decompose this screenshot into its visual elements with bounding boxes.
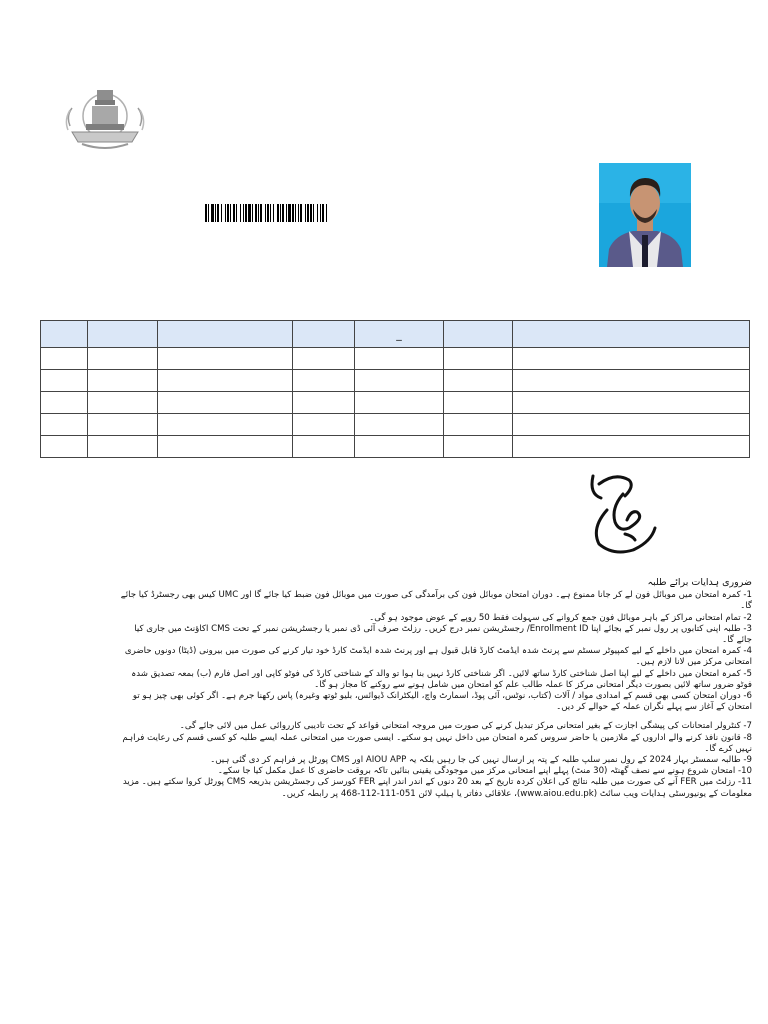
table-cell	[444, 414, 513, 436]
table-cell	[293, 414, 355, 436]
table-cell	[355, 348, 444, 370]
barcode-bar	[240, 204, 241, 222]
barcode-bar	[233, 204, 235, 222]
barcode-bar	[236, 204, 237, 222]
barcode-bar	[280, 204, 281, 222]
table-cell	[41, 414, 88, 436]
barcode-bar	[252, 204, 253, 222]
instructions-heading: ضروری ہدایات برائے طلبہ	[647, 577, 752, 588]
barcode-bar	[320, 204, 321, 222]
barcode-bar	[326, 204, 327, 222]
barcode-bar	[310, 204, 312, 222]
barcode-bar	[217, 204, 219, 222]
table-cell	[88, 414, 158, 436]
table-cell	[513, 436, 750, 458]
roll-slip-table	[40, 320, 750, 458]
signature	[585, 470, 661, 556]
barcode-bar	[265, 204, 266, 222]
barcode-bar	[305, 204, 306, 222]
barcode-bar	[245, 204, 247, 222]
table-cell	[513, 370, 750, 392]
table-header-cell	[88, 321, 158, 348]
table-cell	[355, 392, 444, 414]
table-header-cell	[41, 321, 88, 348]
table-row	[41, 348, 750, 370]
table-cell	[513, 414, 750, 436]
table-cell	[158, 414, 293, 436]
barcode-bar	[288, 204, 291, 222]
barcode-bar	[317, 204, 318, 222]
table-cell	[88, 348, 158, 370]
table-cell	[444, 370, 513, 392]
barcode-bar	[260, 204, 262, 222]
barcode-bar	[221, 204, 222, 222]
barcode-bar	[258, 204, 259, 222]
barcode-bar	[230, 204, 231, 222]
table-cell	[158, 392, 293, 414]
barcode-bar	[273, 204, 274, 222]
table-cell	[158, 348, 293, 370]
barcode-bar	[243, 204, 244, 222]
barcode-bar	[270, 204, 271, 222]
table-row	[41, 414, 750, 436]
barcode-bar	[208, 204, 209, 222]
table-cell	[293, 436, 355, 458]
instruction-item: 1- کمرہ امتحان میں موبائل فون لے کر جانا ممنوع ہے۔ دوران امتحان موبائل فون کی برآمدگی کی صورت میں موبائل فون ضبط کیا جائے گا اور UMC کیس بھی رجسٹرڈ کیا جائے گا۔	[120, 590, 752, 612]
barcode-bar	[300, 204, 302, 222]
table-cell	[293, 370, 355, 392]
table-cell	[444, 348, 513, 370]
table-cell	[355, 436, 444, 458]
table-header-cell	[293, 321, 355, 348]
table-cell	[88, 436, 158, 458]
instruction-item: 11- رزلٹ میں FER آنے کی صورت میں طلبہ نتائج کی اعلان کردہ تاریخ کے بعد 20 دنوں کے اندر اندر اپنے FER کورسز کی رجسٹریشن بذریعہ CMS پورٹل کروا سکتے ہیں۔ مزید معلومات کے یونیورسٹی ہدایات ویب سائٹ (www.aiou.edu.pk)، علاقائی دفاتر یا ہیلپ لائن 051-111-112-468 پر رابطہ کریں۔	[122, 777, 752, 799]
table-cell	[41, 392, 88, 414]
barcode-bar	[267, 204, 269, 222]
university-logo	[62, 86, 148, 152]
table-row	[41, 370, 750, 392]
instruction-item: 7- کنٹرولر امتحانات کی پیشگی اجازت کے بغیر امتحانی مرکز تبدیل کرنے کی صورت میں مروجہ امتحانی قواعد کے تحت تادیبی کارروائی عمل میں لائی جائے گی۔	[179, 721, 752, 732]
table-cell	[355, 370, 444, 392]
instruction-item: 3- طلبہ اپنی کتابوں پر رول نمبر کے بجائے اپنا Enrollment ID/ رجسٹریشن نمبر درج کریں۔ رزلٹ صرف آئی ڈی نمبر یا رجسٹریشن نمبر کے تحت CMS اکاؤنٹ میں جاری کیا جائے گا۔	[134, 623, 752, 646]
barcode-bar	[225, 204, 226, 222]
table-row	[41, 436, 750, 458]
barcode-bar	[313, 204, 314, 222]
instruction-item: 10- امتحان شروع ہونے سے نصف گھنٹہ (30 منٹ) پہلے اپنے امتحانی مرکز میں موجودگی یقینی بنائیں تاکہ بروقت حاضری کا عمل مکمل کیا جا سکے۔	[217, 766, 752, 777]
instruction-item: 6- دوران امتحان کسی بھی قسم کے امدادی مواد / آلات (کتاب، نوٹس، آئی پوڈ، اسمارٹ واچ، الیکٹرانک ڈیوائس، بلیو ٹوتھ وغیرہ) پاس رکھنا جرم ہے۔ اگر کوئی بھی چیز ہو تو امتحان کے آغاز سے پہلے نگران عملہ کے حوالے کر دیں۔	[132, 691, 752, 713]
barcode-bar	[215, 204, 216, 222]
table-cell	[88, 392, 158, 414]
table-cell	[41, 436, 88, 458]
barcode-bar	[295, 204, 296, 222]
table-header-cell	[513, 321, 750, 348]
table-cell	[293, 392, 355, 414]
table-header-row	[41, 321, 750, 348]
barcode-bar	[255, 204, 257, 222]
barcode-bar	[227, 204, 229, 222]
instruction-item: 5- کمرہ امتحان میں داخلے کے لیے اپنا اصل شناختی کارڈ ساتھ لائیں۔ اگر شناختی کارڈ نہیں بنا ہوا تو والد کے شناختی کارڈ کی فوٹو کاپی اور اصل فارم (ب) بمعہ تصدیق شدہ فوٹو ضرور ساتھ لائیں بصورت دیگر امتحانی مرکز کا عملہ طالب علم کو امتحان میں شامل ہونے سے روکنے کا مجاز ہو گا۔	[131, 668, 752, 690]
instruction-item: 4- کمرہ امتحان میں داخلے کے لیے کمپیوٹر سسٹم سے پرنٹ شدہ ایڈمٹ کارڈ قابل قبول ہے اور پرنٹ شدہ ایڈمٹ کارڈ خود تیار کرنے کی صورت میں بیرونی (ڈیٹا) دونوں حاضری امتحانی مرکز میں لانا لازم ہیں۔	[124, 646, 752, 668]
barcode-bar	[292, 204, 294, 222]
instruction-item: 9- طالبہ سمسٹر بہار 2024 کے رول نمبر سلپ طلبہ کے پتہ پر ارسال نہیں کی جا رہیں بلکہ یہ AIOU APP اور CMS پورٹل پر فراہم کر دی گئی ہیں۔	[210, 755, 752, 766]
table-cell	[158, 436, 293, 458]
table-header-cell	[444, 321, 513, 348]
barcode-bar	[322, 204, 324, 222]
table-cell	[444, 392, 513, 414]
barcode-bar	[286, 204, 287, 222]
barcode	[205, 204, 385, 222]
table-cell	[158, 370, 293, 392]
table-cell	[41, 348, 88, 370]
table-cell	[444, 436, 513, 458]
table-row	[41, 392, 750, 414]
table-cell	[513, 392, 750, 414]
table-cell	[513, 348, 750, 370]
barcode-bar	[282, 204, 284, 222]
instruction-item: 2- تمام امتحانی مراکز کے باہر موبائل فون جمع کروانے کی سہولت فقط 50 روپے کے عوض موجود ہو گی۔	[369, 612, 752, 623]
barcode-bar	[205, 204, 207, 222]
table-cell	[41, 370, 88, 392]
barcode-bar	[248, 204, 251, 222]
barcode-bar	[307, 204, 309, 222]
barcode-bar	[277, 204, 279, 222]
table-cell	[293, 348, 355, 370]
barcode-bar	[211, 204, 214, 222]
table-cell	[355, 414, 444, 436]
table-header-cell	[158, 321, 293, 348]
table-header-cell: _	[355, 321, 444, 348]
table-cell	[88, 370, 158, 392]
instruction-item: 8- قانون نافذ کرنے والے اداروں کے ملازمین یا حاضر سروس کمرہ امتحان میں داخل نہیں ہو سکتے۔ ایسی صورت میں امتحانی عملہ ایسے طلبہ کو کسی قسم کی رعایت فراہم نہیں کرے گا۔	[122, 732, 752, 754]
student-photo	[599, 163, 691, 267]
barcode-bar	[298, 204, 299, 222]
instructions-section	[120, 577, 752, 800]
